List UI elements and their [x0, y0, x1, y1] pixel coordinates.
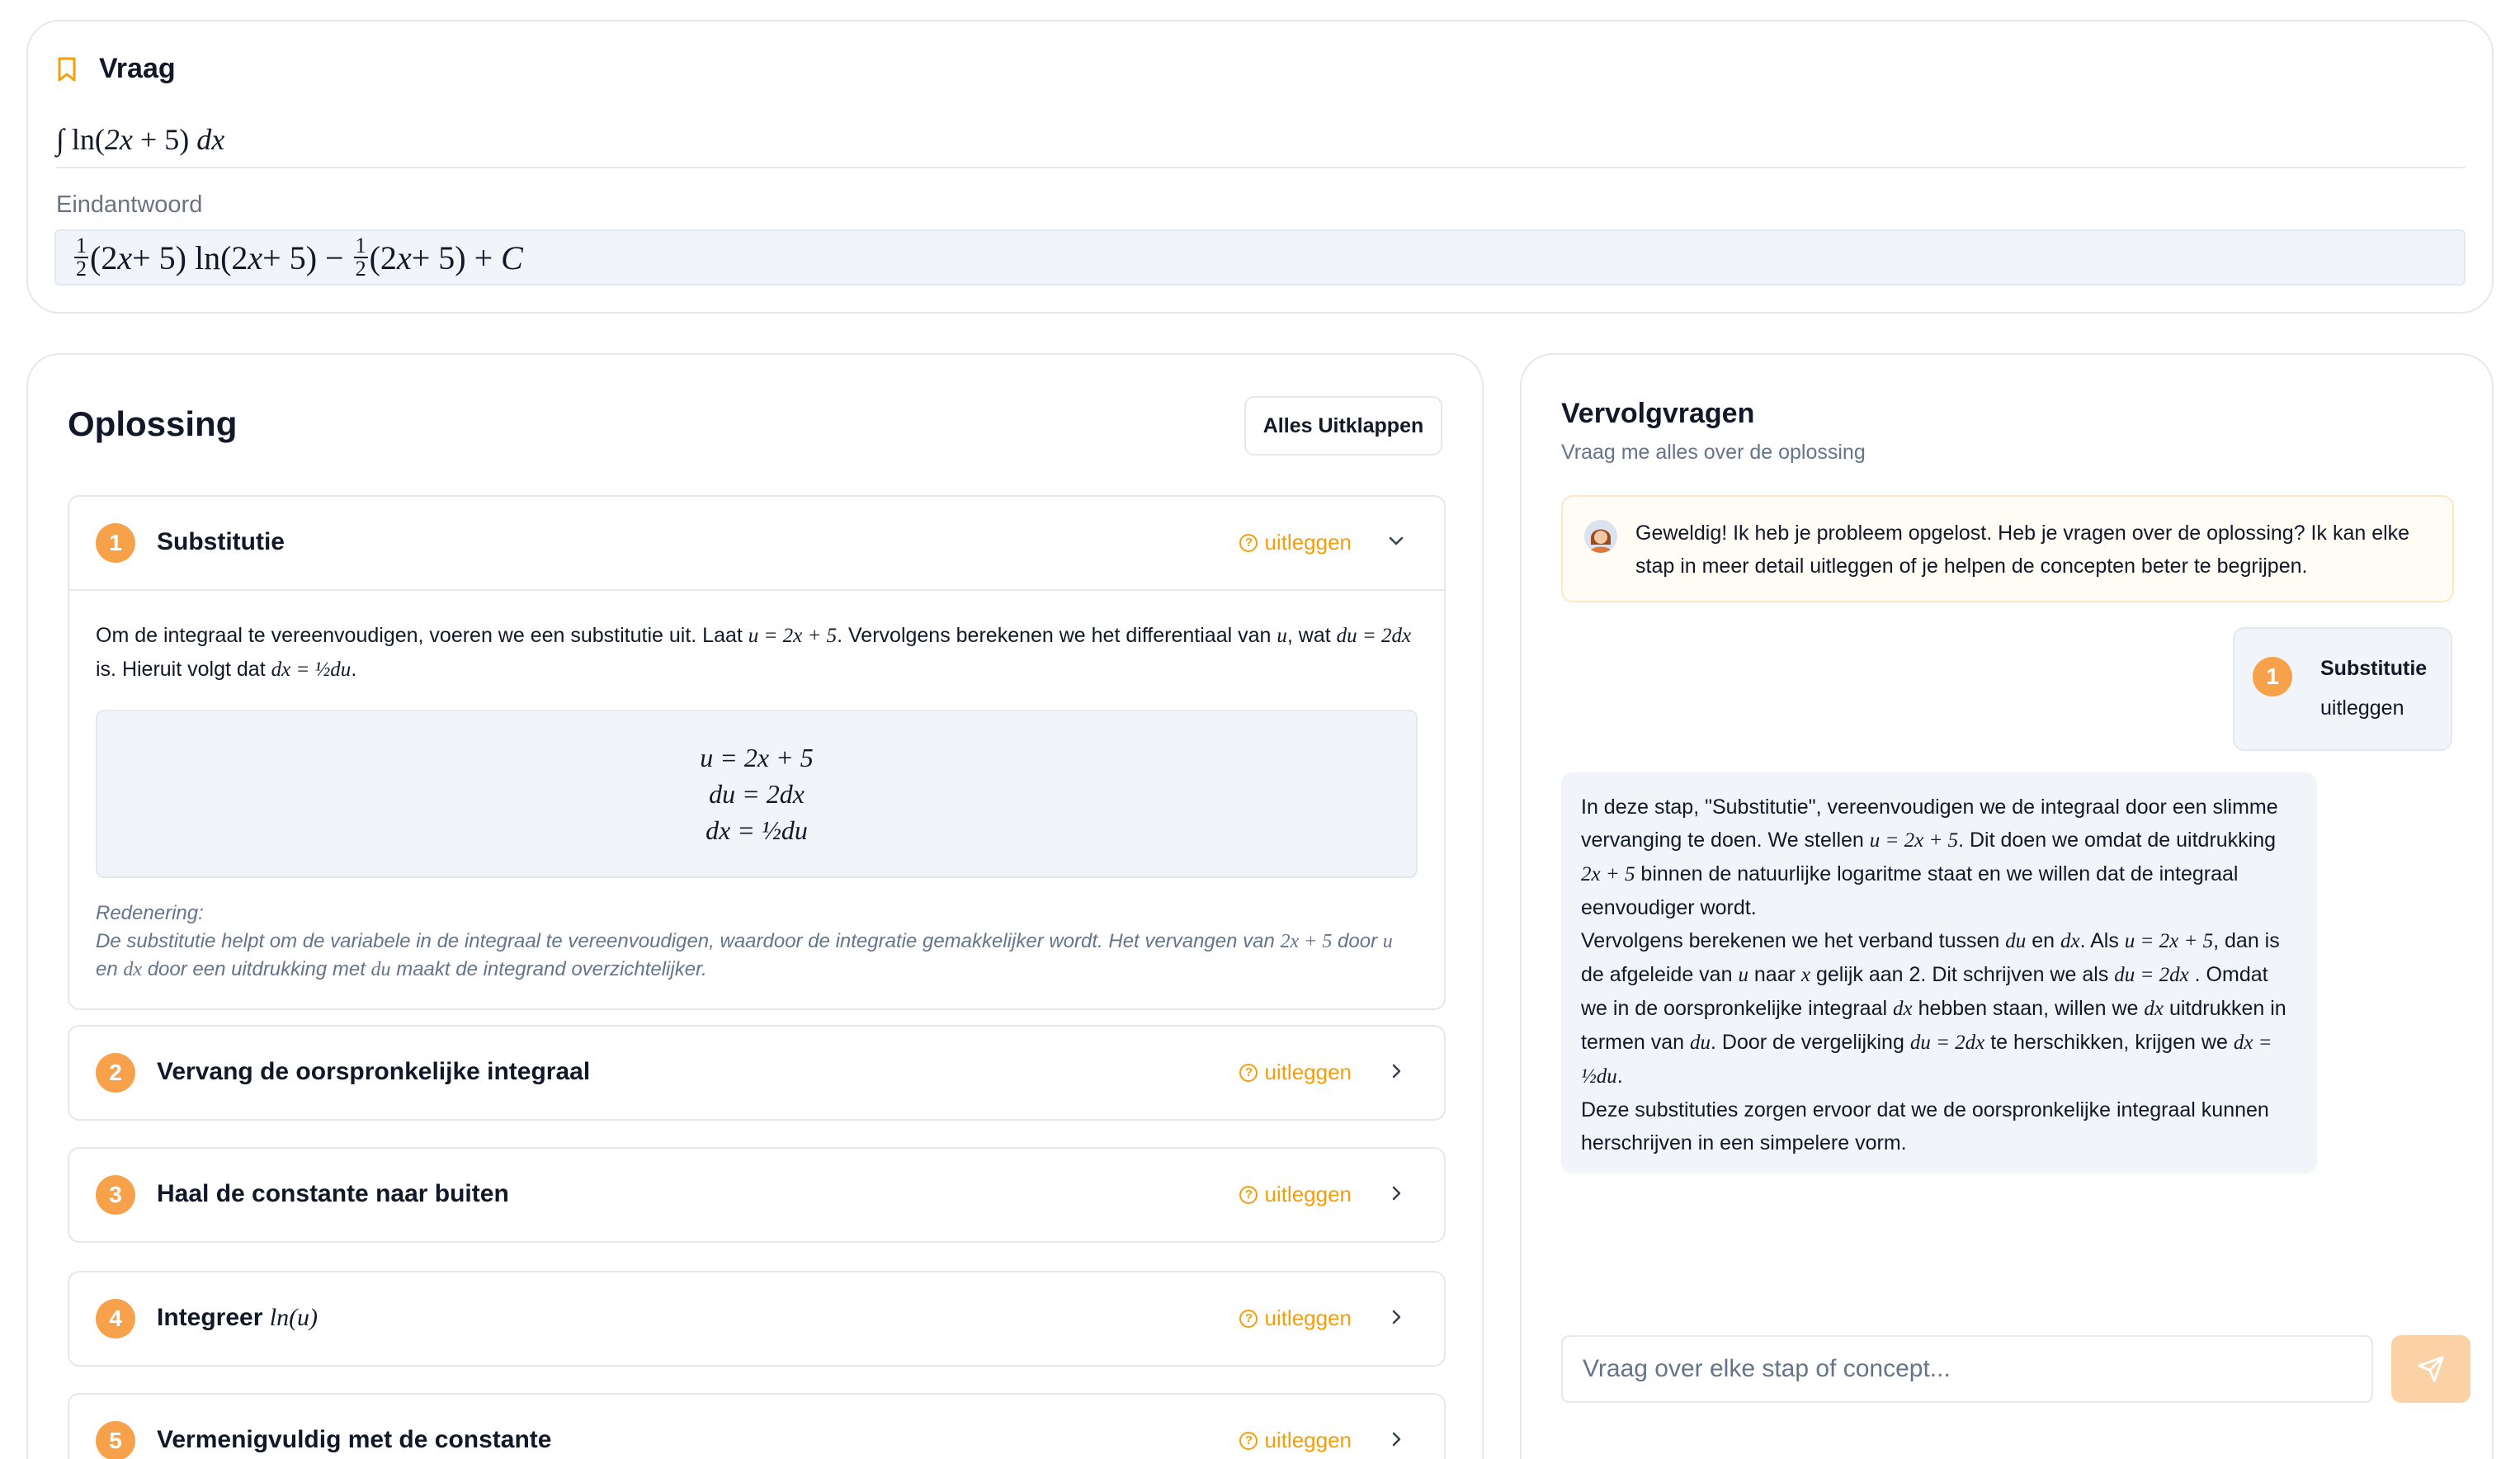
question-expression: ∫ ln(2x + 5) dx: [56, 123, 225, 156]
equation-line: u = 2x + 5: [700, 743, 814, 772]
explain-label: uitleggen: [1264, 1306, 1352, 1330]
inline-math: u: [1277, 625, 1287, 647]
step-text: Om de integraal te vereenvoudigen, voeren we een substitutie uit. Laat u = 2x + 5. Vervolgens berekenen we het differentiaal van u, wat du = 2dx is. Hieruit volgt dat dx = ½du.: [96, 624, 1412, 681]
step-title: Vermenigvuldig met de constante: [157, 1426, 552, 1453]
chat-title: Vervolgvragen: [1561, 398, 1755, 429]
reasoning-label: Redenering:: [96, 902, 204, 924]
step-title: Haal de constante naar buiten: [157, 1180, 509, 1207]
question-circle-icon: ?: [1239, 534, 1258, 552]
step-4-header[interactable]: [69, 1272, 1444, 1365]
inline-math: du = 2dx: [1336, 625, 1412, 647]
chevron-right-icon[interactable]: [1385, 1306, 1408, 1329]
step-title: Substitutie: [157, 528, 285, 555]
inline-math: u = 2x + 5: [748, 625, 838, 647]
step-number-badge: 5: [96, 1421, 135, 1459]
step-title: Vervang de oorspronkelijke integraal: [157, 1058, 591, 1085]
avatar: [1584, 520, 1617, 553]
user-message-action: uitleggen: [2320, 696, 2404, 720]
assistant-answer-message: [1561, 772, 2317, 1173]
equation-line: dx = ½du: [706, 815, 808, 845]
chevron-right-icon[interactable]: [1385, 1060, 1408, 1083]
step-1-header[interactable]: [69, 497, 1444, 589]
bookmark-icon: [56, 56, 78, 83]
step-3-header[interactable]: [69, 1149, 1444, 1241]
chevron-right-icon[interactable]: [1385, 1182, 1408, 1205]
expand-all-button[interactable]: Alles Uitklappen: [1244, 396, 1442, 456]
step-1-body: [69, 589, 1444, 984]
solution-panel: [26, 353, 1484, 1459]
step-2[interactable]: [68, 1025, 1446, 1121]
assistant-intro-message: [1561, 495, 2454, 602]
intro-text: Geweldig! Ik heb je probleem opgelost. Heb je vragen over de oplossing? Ik kan elke stap in meer detail uitleggen of je helpen de concepten beter te begrijpen.: [1635, 522, 2410, 578]
explain-label: uitleggen: [1264, 530, 1352, 555]
explain-button[interactable]: [1239, 1182, 1352, 1207]
explain-label: uitleggen: [1264, 1182, 1352, 1206]
user-message: [2233, 627, 2452, 751]
question-card: [26, 20, 2494, 314]
send-button[interactable]: [2391, 1335, 2470, 1403]
question-circle-icon: ?: [1239, 1064, 1258, 1082]
question-header: [56, 53, 176, 85]
explain-button[interactable]: [1239, 530, 1352, 555]
step-5[interactable]: [68, 1393, 1446, 1459]
step-5-header[interactable]: [69, 1395, 1444, 1459]
step-number-badge: 1: [2253, 657, 2292, 696]
solution-title: Oplossing: [68, 404, 238, 443]
send-icon: [2417, 1355, 2445, 1383]
reasoning: [96, 899, 1418, 984]
step-4[interactable]: [68, 1271, 1446, 1367]
divider: [56, 167, 2466, 168]
step-number-badge: 4: [96, 1299, 135, 1339]
step-number-badge: 1: [96, 523, 135, 563]
chat-panel: [1520, 353, 2494, 1459]
chat-input[interactable]: [1561, 1335, 2373, 1403]
inline-math: dx = ½du: [271, 659, 352, 681]
explain-button[interactable]: [1239, 1306, 1352, 1331]
chevron-down-icon[interactable]: [1385, 530, 1408, 553]
explain-button[interactable]: [1239, 1060, 1352, 1085]
step-2-header[interactable]: [69, 1027, 1444, 1119]
step-number-badge: 2: [96, 1053, 135, 1093]
question-circle-icon: ?: [1239, 1186, 1258, 1204]
question-title: Vraag: [99, 53, 176, 84]
explain-button[interactable]: [1239, 1428, 1352, 1453]
explain-label: uitleggen: [1264, 1428, 1352, 1452]
question-circle-icon: ?: [1239, 1432, 1258, 1450]
question-circle-icon: ?: [1239, 1310, 1258, 1328]
explain-label: uitleggen: [1264, 1060, 1352, 1084]
chevron-right-icon[interactable]: [1385, 1428, 1408, 1451]
step-title: Integreer ln(u): [157, 1304, 319, 1331]
step-3[interactable]: [68, 1147, 1446, 1243]
final-answer-box: $\frac{1}{2}$ (2 x + 5) ln(2 x + 5) − $\frac{1}{2}$ (2 x + 5) + C: [54, 229, 2466, 286]
reasoning-text: De substitutie helpt om de variabele in de integraal te vereenvoudigen, waardoor de integratie gemakkelijker wordt. Het vervangen van 2x + 5 door u en dx door een uitdrukking met du maakt de integrand overzichtelijker.: [96, 930, 1393, 980]
equation-line: du = 2dx: [709, 779, 805, 809]
chat-subtitle: Vraag me alles over de oplossing: [1561, 441, 1866, 464]
final-answer-label: Eindantwoord: [56, 191, 203, 218]
step-number-badge: 3: [96, 1175, 135, 1215]
answer-paragraph: In deze stap, "Substitutie", vereenvoudigen we de integraal door een slimme vervanging te doen. We stellen u = 2x + 5. Dit doen we omdat de uitdrukking 2x + 5 binnen de natuurlijke logaritme staat en we willen dat de integraal eenvoudiger wordt.: [1581, 796, 2278, 919]
step-1: [68, 495, 1446, 1010]
answer-paragraph: Deze substituties zorgen ervoor dat we de oorspronkelijke integraal kunnen herschrijven in een simpelere vorm.: [1581, 1098, 2269, 1154]
user-message-step-title: Substitutie: [2320, 657, 2428, 680]
answer-paragraph: Vervolgens berekenen we het verband tussen du en dx. Als u = 2x + 5, dan is de afgeleide van u naar x gelijk aan 2. Dit schrijven we als du = 2dx . Omdat we in de oorspronkelijke integraal dx hebben staan, willen we dx uitdrukken in termen van du. Door de vergelijking du = 2dx te herschikken, krijgen we dx = ½du.: [1581, 929, 2286, 1088]
inline-math: ln(u): [269, 1304, 319, 1331]
equation-box: [96, 710, 1418, 878]
